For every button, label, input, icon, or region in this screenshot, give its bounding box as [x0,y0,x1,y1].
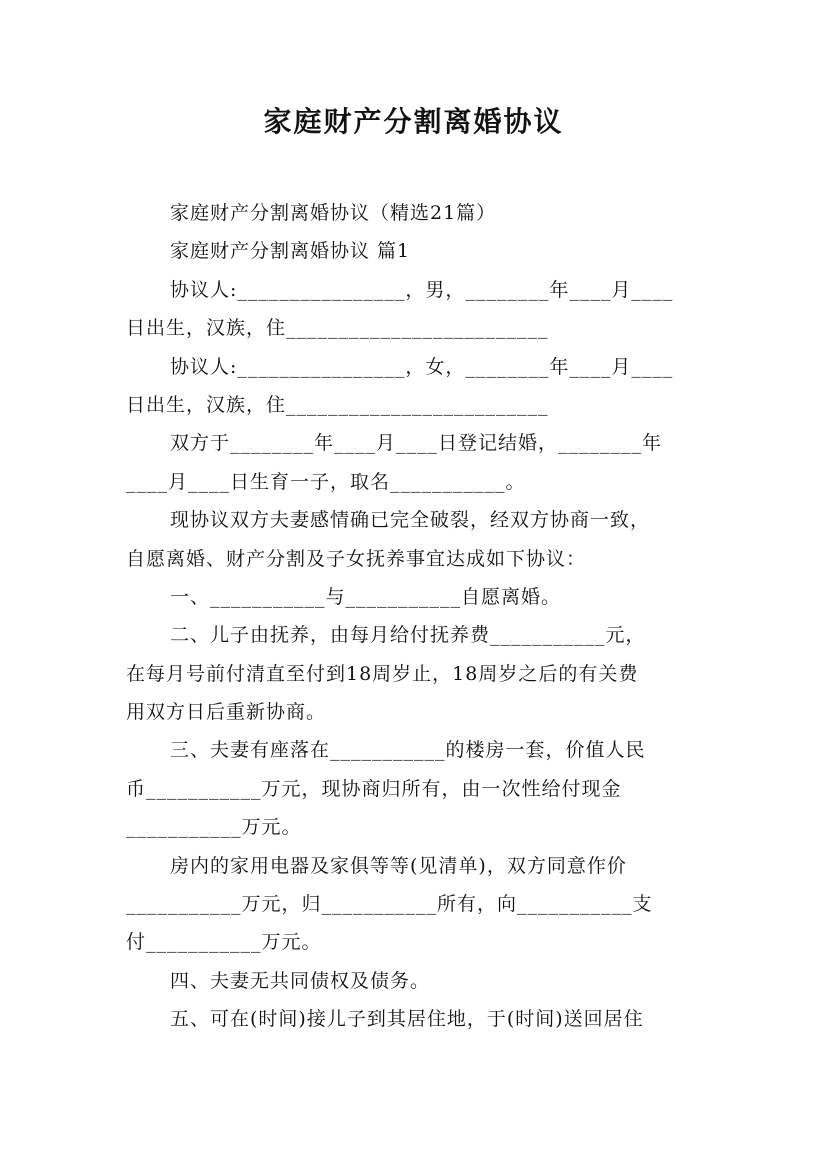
document-body [126,194,706,1039]
text-line: 协议人:________________，男，________年____月____ [170,278,674,301]
text-line: 现协议双方夫妻感情确已完全破裂，经双方协商一致， [170,509,651,532]
text-line: 协议人:________________，女，________年____月____ [170,355,674,378]
text-line: 房内的家用电器及家俱等等(见清单)，双方同意作价 [170,854,627,877]
text-line: ____月____日生育一子，取名___________。 [126,470,526,493]
text-line: 币___________万元，现协商归所有，由一次性给付现金 [126,777,622,800]
document-title: 家庭财产分割离婚协议 [263,105,564,138]
text-line: 付___________万元。 [126,931,322,954]
text-line: 在每月号前付清直至付到18周岁止，18周岁之后的有关费 [126,662,639,685]
text-line: 自愿离婚、财产分割及子女抚养事宜达成如下协议： [126,547,587,570]
text-line: ___________万元。 [126,816,302,839]
text-line: 日出生，汉族，住_________________________ [126,317,549,340]
text-line: ___________万元，归___________所有，向___________支 [126,893,653,916]
text-line: 家庭财产分割离婚协议 篇1 [170,240,411,263]
text-line: 四、夫妻无共同债权及债务。 [170,969,431,992]
text-line: 用双方日后重新协商。 [126,701,327,724]
text-line: 家庭财产分割离婚协议（精选21篇） [170,202,497,224]
text-line: 双方于________年____月____日登记结婚，________年 [170,432,663,455]
text-line: 三、夫妻有座落在___________的楼房一套，价值人民 [170,739,646,762]
text-line: 一、___________与___________自愿离婚。 [170,585,562,608]
text-line: 二、儿子由抚养，由每月给付抚养费___________元， [170,624,646,647]
text-line: 五、可在(时间)接儿子到其居住地，于(时间)送回居住 [170,1008,644,1031]
text-line: 日出生，汉族，住_________________________ [126,393,549,416]
